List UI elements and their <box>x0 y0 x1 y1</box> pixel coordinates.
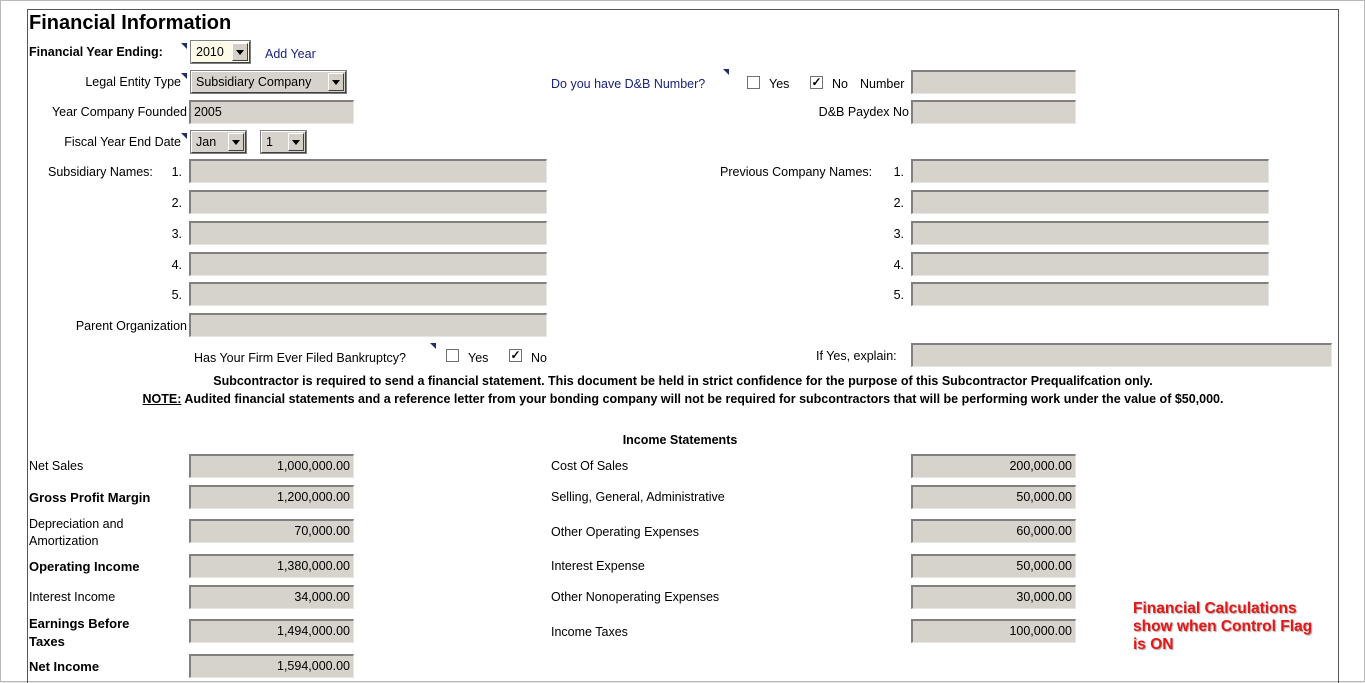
subsidiary-name-input-5[interactable] <box>189 282 547 306</box>
notice-line-1: Subcontractor is required to send a financial statement. This document be held in strict confidence for the purpose of this Subcontractor Prequalifcation only. <box>213 374 1153 388</box>
chevron-down-icon[interactable] <box>288 133 304 151</box>
parent-org-label: Parent Organization <box>75 319 187 333</box>
dnb-number-label: Number <box>860 77 905 91</box>
subsidiary-name-input-4[interactable] <box>189 252 547 276</box>
previous-number: 5. <box>893 288 904 302</box>
income-taxes-label: Income Taxes <box>551 625 628 639</box>
note-prefix: NOTE: <box>142 392 182 406</box>
operating-income-label: Operating Income <box>29 559 140 574</box>
operating-income-input[interactable]: 1,380,000.00 <box>189 554 354 578</box>
subsidiary-name-input-2[interactable] <box>189 190 547 214</box>
previous-number: 3. <box>893 227 904 241</box>
note-text: Audited financial statements and a reference letter from your bonding company will not be required for subcontractors that will be performing work under the value of $50,000. <box>181 392 1224 406</box>
bankruptcy-explain-label: If Yes, explain: <box>816 349 897 363</box>
subsidiary-name-input-3[interactable] <box>189 221 547 245</box>
previous-name-input-1[interactable] <box>911 159 1269 183</box>
required-flag-icon <box>181 73 187 79</box>
previous-name-input-4[interactable] <box>911 252 1269 276</box>
bankruptcy-yes-label: Yes <box>468 351 489 365</box>
other-operating-expenses-label: Other Operating Expenses <box>551 525 699 539</box>
financial-year-label: Financial Year Ending: <box>29 45 163 59</box>
financial-year-select[interactable] <box>191 41 250 63</box>
required-flag-icon <box>181 133 187 139</box>
previous-number: 1. <box>893 165 904 179</box>
required-flag-icon <box>430 343 436 349</box>
fiscal-month-select[interactable] <box>191 131 246 153</box>
dnb-no-checkbox[interactable]: ✓ <box>811 75 822 89</box>
subsidiary-names-label: Subsidiary Names: <box>48 165 153 179</box>
subsidiary-number: 1. <box>171 165 182 179</box>
legal-entity-value: Subsidiary Company <box>196 75 312 89</box>
net-income-input[interactable]: 1,594,000.00 <box>189 654 354 678</box>
year-founded-label: Year Company Founded <box>51 105 187 119</box>
bankruptcy-explain-input[interactable] <box>911 343 1332 367</box>
dnb-yes-label: Yes <box>769 77 790 91</box>
fiscal-year-end-label: Fiscal Year End Date <box>64 135 181 149</box>
subsidiary-number: 2. <box>171 196 182 210</box>
chevron-down-icon[interactable] <box>328 73 344 91</box>
dnb-yes-checkbox[interactable] <box>747 76 760 89</box>
income-taxes-input[interactable]: 100,000.00 <box>911 619 1076 643</box>
previous-name-input-5[interactable] <box>911 282 1269 306</box>
net-sales-label: Net Sales <box>29 459 84 473</box>
other-operating-expenses-input[interactable]: 60,000.00 <box>911 519 1076 543</box>
depreciation-label: Depreciation and Amortization <box>29 517 124 548</box>
net-sales-input[interactable]: 1,000,000.00 <box>189 454 354 478</box>
previous-name-input-3[interactable] <box>911 221 1269 245</box>
dnb-number-input[interactable] <box>911 70 1076 94</box>
bankruptcy-no-checkbox[interactable]: ✓ <box>510 348 521 362</box>
subsidiary-number: 5. <box>171 288 182 302</box>
sga-label: Selling, General, Administrative <box>551 490 725 504</box>
interest-income-label: Interest Income <box>29 590 116 604</box>
year-founded-input[interactable]: 2005 <box>189 100 354 124</box>
gross-profit-margin-input[interactable]: 1,200,000.00 <box>189 485 354 509</box>
other-nonoperating-expenses-label: Other Nonoperating Expenses <box>551 590 720 604</box>
dnb-paydex-label: D&B Paydex No <box>818 105 909 119</box>
depreciation-input[interactable]: 70,000.00 <box>189 519 354 543</box>
subsidiary-number: 3. <box>171 227 182 241</box>
income-statements-title: Income Statements <box>622 433 738 447</box>
bankruptcy-yes-checkbox[interactable] <box>446 349 459 362</box>
earnings-before-taxes-label: Earnings Before Taxes <box>29 616 130 649</box>
control-flag-annotation: Financial Calculations show when Control Flag is ON <box>1133 600 1313 653</box>
previous-number: 2. <box>893 196 904 210</box>
cost-of-sales-input[interactable]: 200,000.00 <box>911 454 1076 478</box>
previous-name-input-2[interactable] <box>911 190 1269 214</box>
interest-expense-label: Interest Expense <box>551 559 645 573</box>
financial-year-value: 2010 <box>196 45 224 59</box>
parent-org-input[interactable] <box>189 313 547 337</box>
cost-of-sales-label: Cost Of Sales <box>551 459 629 473</box>
bankruptcy-question: Has Your Firm Ever Filed Bankruptcy? <box>194 351 406 365</box>
legal-entity-label: Legal Entity Type <box>85 75 181 89</box>
dnb-question: Do you have D&B Number? <box>551 77 706 91</box>
previous-names-label: Previous Company Names: <box>720 165 873 179</box>
sga-input[interactable]: 50,000.00 <box>911 485 1076 509</box>
chevron-down-icon[interactable] <box>228 133 244 151</box>
fiscal-day-value: 1 <box>266 135 273 149</box>
required-flag-icon <box>181 43 187 49</box>
fiscal-day-select[interactable] <box>261 131 306 153</box>
dnb-paydex-input[interactable] <box>911 100 1076 124</box>
dnb-no-label: No <box>832 77 848 91</box>
subsidiary-name-input-1[interactable] <box>189 159 547 183</box>
subsidiary-number: 4. <box>171 258 182 272</box>
add-year-link[interactable]: Add Year <box>265 47 316 61</box>
gross-profit-margin-label: Gross Profit Margin <box>29 490 151 505</box>
legal-entity-select[interactable] <box>191 71 346 93</box>
other-nonoperating-expenses-input[interactable]: 30,000.00 <box>911 585 1076 609</box>
interest-income-input[interactable]: 34,000.00 <box>189 585 354 609</box>
notice-line-2 <box>29 392 1337 406</box>
required-flag-icon <box>723 69 729 75</box>
bankruptcy-no-label: No <box>531 351 547 365</box>
page-title: Financial Information <box>29 12 232 34</box>
fiscal-month-value: Jan <box>196 135 217 149</box>
previous-number: 4. <box>893 258 904 272</box>
net-income-label: Net Income <box>29 659 100 674</box>
interest-expense-input[interactable]: 50,000.00 <box>911 554 1076 578</box>
chevron-down-icon[interactable] <box>232 43 248 61</box>
earnings-before-taxes-input[interactable]: 1,494,000.00 <box>189 619 354 643</box>
